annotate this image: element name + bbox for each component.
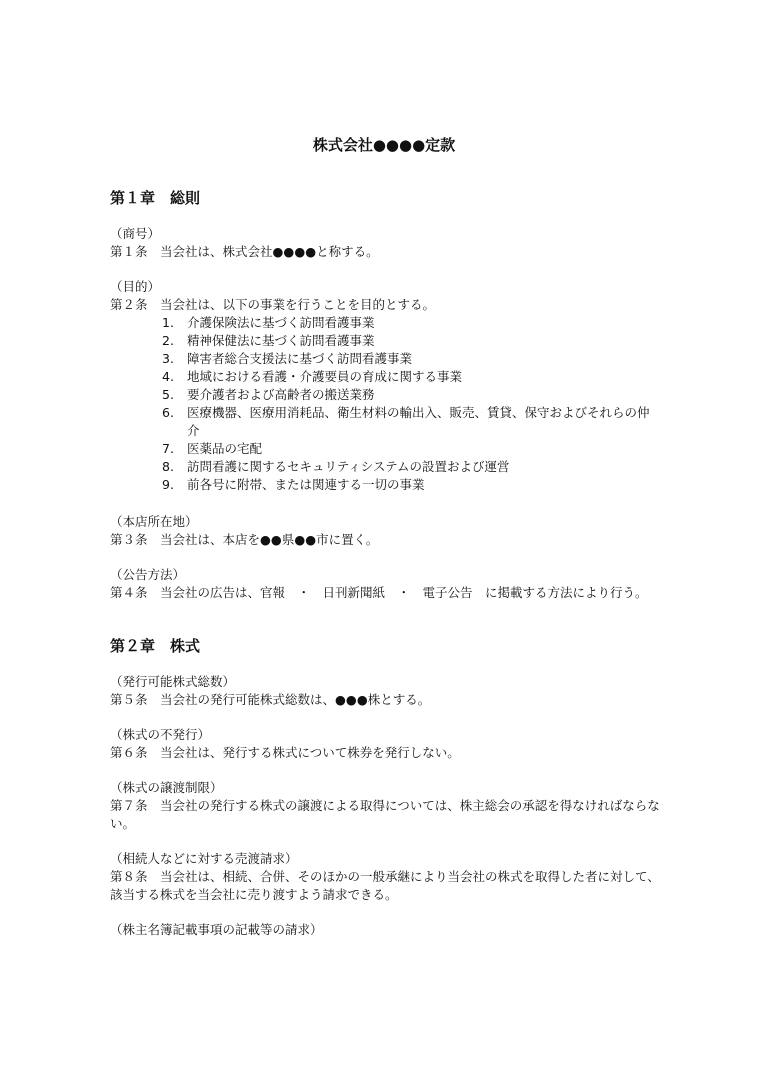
list-item bbox=[110, 350, 657, 368]
article-text: 第２条 当会社は、以下の事業を行うことを目的とする。 bbox=[110, 297, 436, 312]
article-text: 第５条 当会社の発行可能株式総数は、●●●株とする。 bbox=[110, 692, 431, 707]
list-item bbox=[110, 314, 657, 332]
list-number: 8. bbox=[162, 459, 174, 474]
list-item bbox=[110, 368, 657, 386]
list-item-text: 医薬品の宅配 bbox=[187, 441, 263, 456]
list-item-text: 医療機器、医療用消耗品、衛生材料の輸出入、販売、賃貸、保守およびそれらの仲介 bbox=[187, 405, 650, 438]
article-text: 第８条 当会社は、相続、合併、そのほかの一般承継により当会社の株式を取得した者に対して、該当する株式を当会社に売り渡すよう請求できる。 bbox=[110, 869, 660, 902]
article-caption: （発行可能株式総数） bbox=[110, 674, 236, 689]
list-number: 9. bbox=[162, 477, 174, 492]
list-item-text: 前各号に附帯、または関連する一切の事業 bbox=[187, 477, 425, 492]
list-number: 4. bbox=[162, 369, 174, 384]
list-item-text: 訪問看護に関するセキュリティシステムの設置および運営 bbox=[187, 459, 510, 474]
business-purpose-list bbox=[110, 314, 670, 494]
article-caption: （公告方法） bbox=[110, 567, 186, 582]
article-caption: （株式の不発行） bbox=[110, 727, 211, 742]
chapter-heading: 第１章 総則 bbox=[110, 189, 201, 207]
article-text: 第１条 当会社は、株式会社●●●●と称する。 bbox=[110, 244, 379, 259]
list-item-text: 要介護者および高齢者の搬送業務 bbox=[187, 387, 375, 402]
list-item-text: 介護保険法に基づく訪問看護事業 bbox=[187, 315, 375, 330]
list-item bbox=[110, 404, 657, 440]
article-caption: （商号） bbox=[110, 226, 161, 241]
list-item-text: 精神保健法に基づく訪問看護事業 bbox=[187, 333, 375, 348]
article-text: 第６条 当会社は、発行する株式について株券を発行しない。 bbox=[110, 745, 460, 760]
article-text: 第４条 当会社の広告は、官報 ・ 日刊新聞紙 ・ 電子公告 に掲載する方法により行う。 bbox=[110, 585, 648, 600]
list-item bbox=[110, 386, 657, 404]
list-item bbox=[110, 332, 657, 350]
list-item bbox=[110, 476, 657, 494]
article-caption: （相続人などに対する売渡請求） bbox=[110, 851, 298, 866]
list-number: 2. bbox=[162, 333, 174, 348]
list-item-text: 地域における看護・介護要員の育成に関する事業 bbox=[187, 369, 463, 384]
article-caption: （本店所在地） bbox=[110, 514, 198, 529]
chapter-heading: 第２章 株式 bbox=[110, 637, 201, 655]
list-number: 5. bbox=[162, 387, 174, 402]
list-number: 1. bbox=[162, 315, 174, 330]
list-item bbox=[110, 458, 657, 476]
list-number: 3. bbox=[162, 351, 174, 366]
article-text: 第３条 当会社は、本店を●●県●●市に置く。 bbox=[110, 532, 379, 547]
list-number: 6. bbox=[162, 405, 174, 420]
article-text: 第７条 当会社の発行する株式の譲渡による取得については、株主総会の承認を得なければならない。 bbox=[110, 798, 660, 831]
list-item-text: 障害者総合支援法に基づく訪問看護事業 bbox=[187, 351, 413, 366]
list-number: 7. bbox=[162, 441, 174, 456]
list-item bbox=[110, 440, 657, 458]
article-caption: （株式の譲渡制限） bbox=[110, 780, 223, 795]
article-caption: （目的） bbox=[110, 279, 161, 294]
document-title: 株式会社●●●●定款 bbox=[312, 136, 456, 154]
article-caption: （株主名簿記載事項の記載等の請求） bbox=[110, 922, 323, 937]
